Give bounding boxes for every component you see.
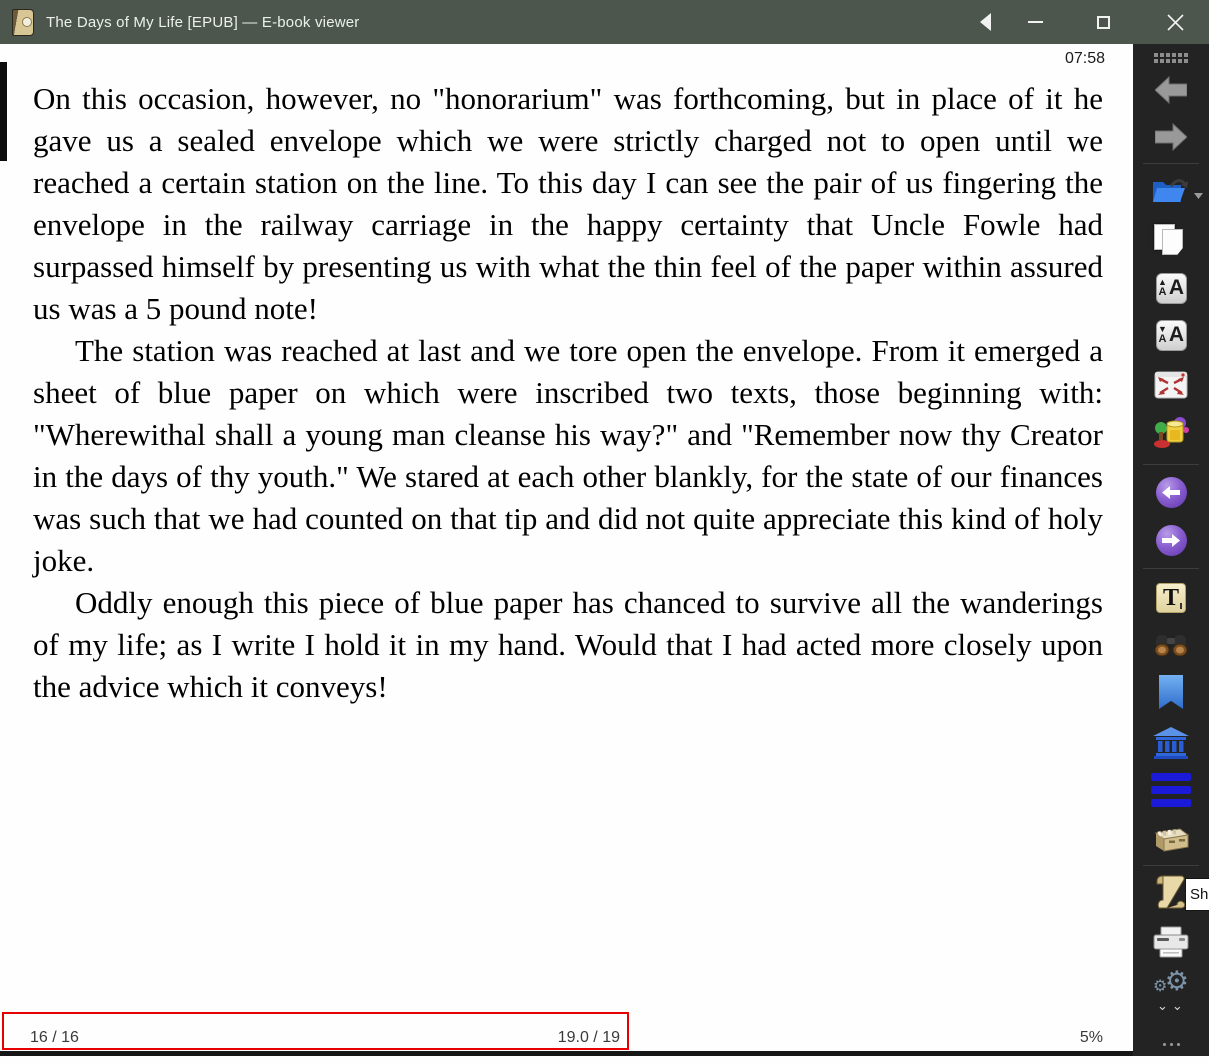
metadata-button[interactable]	[1133, 818, 1209, 858]
open-ebook-button[interactable]	[1133, 171, 1209, 211]
goto-section-button[interactable]	[1133, 770, 1209, 810]
purple-right-arrow-icon	[1156, 525, 1187, 556]
page-position-text: 16 / 16	[30, 1029, 79, 1046]
progress-percent-text: 5%	[1079, 1029, 1103, 1046]
gears-icon: ⚙ ⚙ ⌄⌄	[1153, 966, 1189, 1014]
folder-open-icon	[1151, 176, 1191, 206]
pages-copy-icon	[1154, 224, 1188, 256]
bank-building-icon	[1152, 727, 1190, 759]
toolbar-separator	[1143, 464, 1199, 465]
clock-text: 07:58	[1064, 50, 1105, 67]
maximize-icon	[1097, 16, 1110, 29]
gray-back-arrow-icon	[1155, 76, 1187, 104]
previous-section-button[interactable]	[1133, 472, 1209, 512]
book-text	[33, 78, 1103, 708]
app-book-icon	[12, 9, 34, 36]
gray-forward-arrow-icon	[1155, 123, 1187, 151]
next-section-button[interactable]	[1133, 520, 1209, 560]
increase-font-size-button[interactable]	[1133, 268, 1209, 308]
more-options-button[interactable]	[1133, 1024, 1209, 1064]
book-position-text: 19.0 / 19	[557, 1029, 620, 1046]
color-prefs-icon	[1153, 414, 1189, 450]
title-bar	[0, 0, 1209, 44]
scroll-icon	[1155, 874, 1187, 912]
font-decrease-icon: ▼ A A	[1156, 320, 1187, 351]
reading-pane	[0, 44, 1133, 1056]
paragraph: Oddly enough this piece of blue paper has chanced to survive all the wanderings of my life; as I write I hold it in my hand. Would that I had acted more closely upon the advice which it conveys!	[33, 585, 1103, 704]
dropdown-chevron-icon	[1194, 193, 1203, 199]
reference-mode-button[interactable]	[1133, 723, 1209, 763]
printer-icon	[1153, 926, 1189, 958]
toolbar-separator	[1143, 568, 1199, 569]
ellipsis-icon	[1163, 1043, 1180, 1046]
binoculars-icon	[1153, 633, 1189, 657]
toolbar-separator	[1143, 163, 1199, 164]
font-increase-icon: ▲ A A	[1156, 273, 1187, 304]
history-back-button[interactable]	[1133, 70, 1209, 110]
window-title: The Days of My Life [EPUB] — E-book viewer	[46, 13, 360, 31]
fullscreen-arrows-icon	[1154, 371, 1188, 399]
load-theme-button[interactable]	[1133, 966, 1209, 1014]
minimize-button[interactable]	[1012, 0, 1058, 44]
maximize-button[interactable]	[1080, 0, 1126, 44]
copy-button[interactable]	[1133, 220, 1209, 260]
paragraph: The station was reached at last and we tore open the envelope. From it emerged a sheet of blue paper on which were inscribed two texts, those beginning with: "Wherewithal shall a young man cleanse his way?" and "Remember now thy Creator in the days of thy youth." We stared at each other blankly, for the state of our finances was such that we had counted on that tip and did not quite appreciate this kind of holy joke.	[33, 333, 1103, 578]
purple-left-arrow-icon	[1156, 477, 1187, 508]
left-edge-scroll-indicator	[0, 62, 7, 161]
print-button[interactable]	[1133, 922, 1209, 962]
search-button[interactable]	[1133, 625, 1209, 665]
bookmark-ribbon-icon	[1159, 675, 1183, 709]
collapse-toolbar-button[interactable]	[962, 0, 1008, 44]
grip-handle-icon	[1154, 51, 1188, 65]
letter-t-tile-icon: T	[1156, 583, 1186, 613]
history-forward-button[interactable]	[1133, 117, 1209, 157]
bookmark-button[interactable]	[1133, 672, 1209, 712]
paragraph: On this occasion, however, no "honorarium" was forthcoming, but in place of it he gave us a sealed envelope which we were strictly charged not to open until we reached a certain station on the line. To this day I can see the pair of us fingering the envelope in the railway carriage in the happy certainty that Uncle Fowle had surpassed himself by presenting us with what the thin feel of the paper within assured us was a 5 pound note!	[33, 81, 1103, 326]
tooltip: Sh	[1185, 878, 1209, 911]
fullscreen-button[interactable]	[1133, 365, 1209, 405]
table-of-contents-button[interactable]	[1133, 578, 1209, 618]
preferences-button[interactable]	[1133, 412, 1209, 452]
decrease-font-size-button[interactable]	[1133, 315, 1209, 355]
toolbar-separator	[1143, 865, 1199, 866]
minimize-icon	[1028, 21, 1043, 23]
left-triangle-icon	[980, 13, 991, 31]
close-icon	[1167, 14, 1184, 31]
blue-bars-icon	[1151, 773, 1191, 807]
card-box-icon	[1152, 823, 1190, 853]
window-bottom-edge	[0, 1051, 1209, 1056]
